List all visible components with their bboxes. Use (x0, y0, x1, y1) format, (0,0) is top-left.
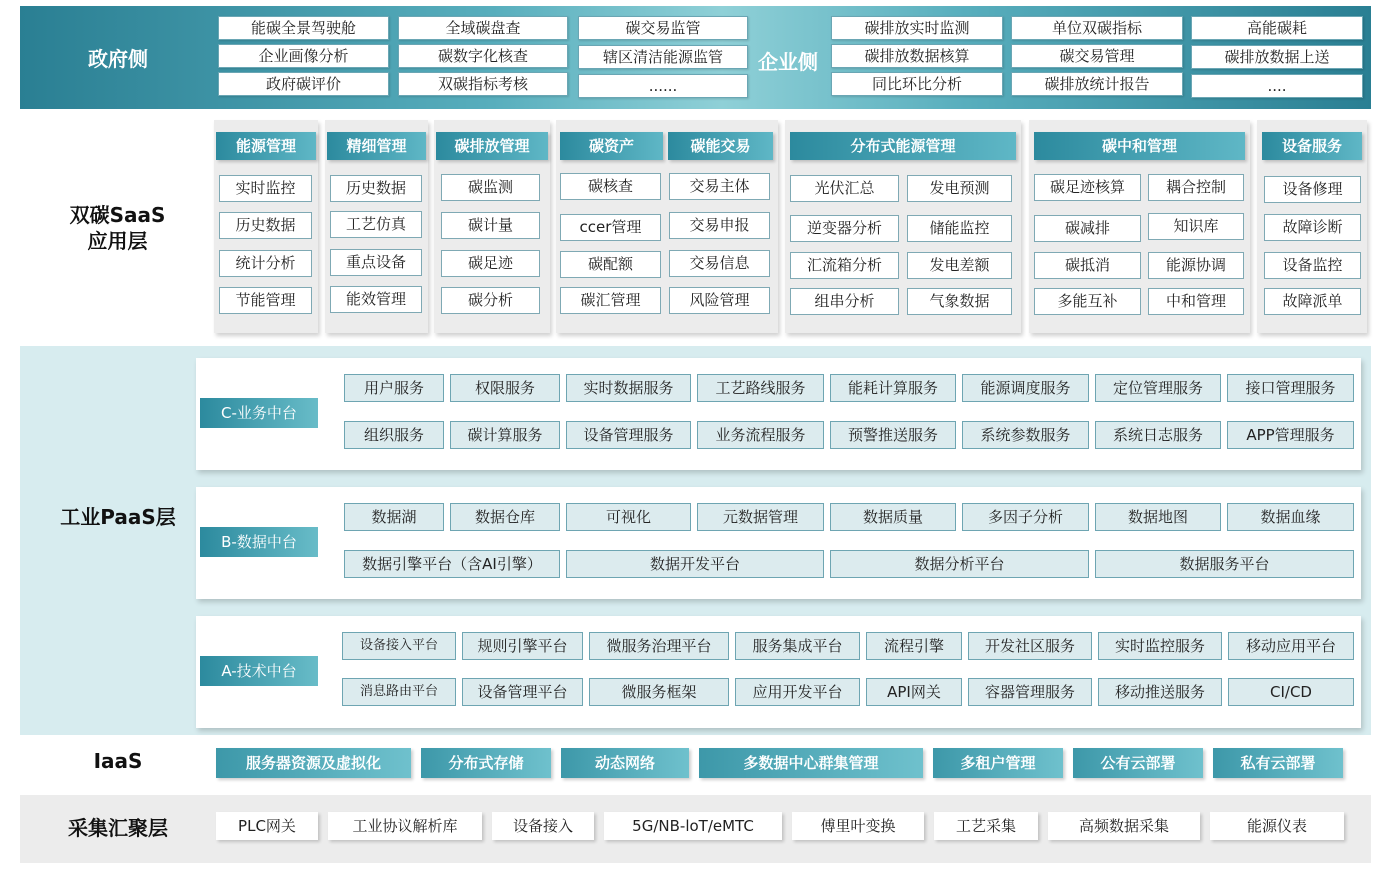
business-service: 设备管理服务 (566, 421, 691, 449)
saas-header: 碳中和管理 (1034, 132, 1245, 160)
ent-item: 碳交易管理 (1011, 44, 1183, 68)
tech-service: 微服务治理平台 (589, 632, 729, 660)
saas-item: 组串分析 (790, 288, 899, 315)
business-service: APP管理服务 (1227, 421, 1354, 449)
saas-item: 汇流箱分析 (790, 252, 899, 279)
ent-item: 单位双碳指标 (1011, 16, 1183, 40)
saas-header: 碳排放管理 (436, 132, 548, 160)
saas-item: 气象数据 (907, 288, 1012, 315)
saas-item: 设备监控 (1264, 252, 1361, 279)
saas-item: 储能监控 (907, 215, 1012, 242)
data-tag: B-数据中台 (200, 527, 318, 557)
saas-item: 碳足迹核算 (1034, 174, 1141, 201)
saas-header: 设备服务 (1262, 132, 1362, 160)
data-service: 可视化 (566, 503, 691, 531)
gov-item: ...... (578, 74, 748, 98)
saas-item: 统计分析 (219, 250, 312, 277)
data-service: 数据仓库 (450, 503, 560, 531)
tech-service: 应用开发平台 (735, 678, 860, 706)
saas-item: 交易信息 (669, 250, 770, 277)
collection-item: 高频数据采集 (1048, 812, 1200, 840)
business-service: 定位管理服务 (1095, 374, 1221, 402)
enterprise-label: 企业侧 (758, 50, 818, 74)
iaas-item: 多租户管理 (933, 748, 1063, 778)
saas-item: 故障派单 (1264, 288, 1361, 315)
saas-item: 碳减排 (1034, 215, 1141, 242)
business-service: 能源调度服务 (962, 374, 1089, 402)
collection-item: 工业协议解析库 (328, 812, 482, 840)
gov-item: 辖区清洁能源监管 (578, 45, 748, 69)
business-service: 组织服务 (344, 421, 444, 449)
saas-item: 碳分析 (441, 287, 540, 314)
tech-service: 移动推送服务 (1098, 678, 1222, 706)
gov-item: 双碳指标考核 (398, 72, 568, 96)
saas-item: 碳配额 (560, 251, 661, 278)
saas-item: 实时监控 (219, 175, 312, 202)
tech-service: 移动应用平台 (1228, 632, 1354, 660)
saas-item: 光伏汇总 (790, 175, 899, 202)
saas-label-line1: 双碳SaaS (69, 203, 166, 227)
saas-item: 故障诊断 (1264, 214, 1361, 241)
gov-item: 碳交易监管 (578, 16, 748, 40)
gov-item: 能碳全景驾驶舱 (218, 16, 389, 40)
data-service: 数据地图 (1095, 503, 1221, 531)
saas-item: 发电差额 (907, 252, 1012, 279)
saas-label-line2: 应用层 (87, 229, 148, 253)
ent-item: .... (1191, 74, 1363, 98)
tech-service: 实时监控服务 (1098, 632, 1222, 660)
data-service: 元数据管理 (697, 503, 824, 531)
collection-item: PLC网关 (216, 812, 318, 840)
saas-item: 多能互补 (1034, 288, 1141, 315)
iaas-item: 公有云部署 (1073, 748, 1203, 778)
saas-label (60, 202, 175, 254)
data-platform: 数据引擎平台（含AI引擎） (344, 550, 560, 578)
business-service: 用户服务 (344, 374, 444, 402)
collection-label: 采集汇聚层 (68, 816, 168, 840)
ent-item: 碳排放实时监测 (831, 16, 1003, 40)
saas-item: 重点设备 (330, 249, 422, 276)
saas-item: 碳监测 (441, 174, 540, 201)
data-service: 数据湖 (344, 503, 444, 531)
business-service: 预警推送服务 (830, 421, 956, 449)
iaas-item: 多数据中心群集管理 (699, 748, 923, 778)
saas-item: 能源协调 (1148, 252, 1244, 279)
tech-service: 消息路由平台 (342, 678, 456, 706)
saas-item: 工艺仿真 (330, 211, 422, 238)
gov-item: 全域碳盘查 (398, 16, 568, 40)
business-service: 系统日志服务 (1095, 421, 1221, 449)
ent-item: 碳排放统计报告 (1011, 72, 1183, 96)
business-service: 权限服务 (450, 374, 560, 402)
tech-service: 服务集成平台 (735, 632, 860, 660)
iaas-item: 服务器资源及虚拟化 (216, 748, 411, 778)
saas-item: 发电预测 (907, 175, 1012, 202)
saas-header: 碳资产 (560, 132, 663, 160)
business-service: 工艺路线服务 (697, 374, 824, 402)
tech-service: API网关 (866, 678, 962, 706)
ent-item: 同比环比分析 (831, 72, 1003, 96)
collection-item: 设备接入 (492, 812, 594, 840)
collection-item: 能源仪表 (1210, 812, 1344, 840)
tech-service: 规则引擎平台 (462, 632, 583, 660)
saas-item: 节能管理 (219, 287, 312, 314)
saas-item: 交易主体 (669, 173, 770, 200)
government-label: 政府侧 (88, 47, 148, 71)
saas-item: 中和管理 (1148, 288, 1244, 315)
saas-item: 风险管理 (669, 287, 770, 314)
saas-header: 分布式能源管理 (790, 132, 1016, 160)
tech-service: 开发社区服务 (968, 632, 1092, 660)
saas-header: 精细管理 (327, 132, 426, 160)
tech-service: CI/CD (1228, 678, 1354, 706)
paas-label: 工业PaaS层 (60, 505, 176, 529)
business-service: 实时数据服务 (566, 374, 691, 402)
data-platform: 数据分析平台 (830, 550, 1089, 578)
tech-tag: A-技术中台 (200, 656, 318, 686)
business-service: 业务流程服务 (697, 421, 824, 449)
iaas-item: 分布式存储 (421, 748, 551, 778)
gov-item: 碳数字化核查 (398, 44, 568, 68)
ent-item: 高能碳耗 (1191, 16, 1363, 40)
saas-item: 碳计量 (441, 212, 540, 239)
saas-item: 碳核查 (560, 173, 661, 200)
saas-item: 碳抵消 (1034, 252, 1141, 279)
tech-service: 流程引擎 (866, 632, 962, 660)
data-service: 数据质量 (830, 503, 956, 531)
iaas-item: 私有云部署 (1213, 748, 1343, 778)
tech-service: 设备接入平台 (342, 632, 456, 660)
saas-item: ccer管理 (560, 214, 661, 241)
gov-item: 企业画像分析 (218, 44, 389, 68)
saas-item: 历史数据 (330, 175, 422, 202)
collection-item: 工艺采集 (934, 812, 1038, 840)
saas-item: 设备修理 (1264, 176, 1361, 203)
iaas-item: 动态网络 (561, 748, 689, 778)
saas-item: 碳汇管理 (560, 287, 661, 314)
collection-item: 5G/NB-loT/eMTC (604, 812, 782, 840)
data-service: 多因子分析 (962, 503, 1089, 531)
saas-item: 能效管理 (330, 286, 422, 313)
saas-header: 碳能交易 (668, 132, 773, 160)
data-service: 数据血缘 (1227, 503, 1354, 531)
saas-item: 知识库 (1148, 213, 1244, 240)
saas-item: 交易申报 (669, 212, 770, 239)
business-service: 碳计算服务 (450, 421, 560, 449)
ent-item: 碳排放数据核算 (831, 44, 1003, 68)
saas-header: 能源管理 (216, 132, 316, 160)
business-service: 能耗计算服务 (830, 374, 956, 402)
tech-service: 微服务框架 (589, 678, 729, 706)
tech-service: 设备管理平台 (462, 678, 583, 706)
saas-item: 耦合控制 (1148, 174, 1244, 201)
iaas-label: IaaS (93, 749, 143, 773)
saas-item: 碳足迹 (441, 250, 540, 277)
data-platform: 数据开发平台 (566, 550, 824, 578)
business-tag: C-业务中台 (200, 398, 318, 428)
data-platform: 数据服务平台 (1095, 550, 1354, 578)
gov-item: 政府碳评价 (218, 72, 389, 96)
tech-service: 容器管理服务 (968, 678, 1092, 706)
business-service: 系统参数服务 (962, 421, 1089, 449)
saas-item: 历史数据 (219, 212, 312, 239)
ent-item: 碳排放数据上送 (1191, 45, 1363, 69)
business-service: 接口管理服务 (1227, 374, 1354, 402)
saas-item: 逆变器分析 (790, 215, 899, 242)
collection-item: 傅里叶变换 (792, 812, 924, 840)
